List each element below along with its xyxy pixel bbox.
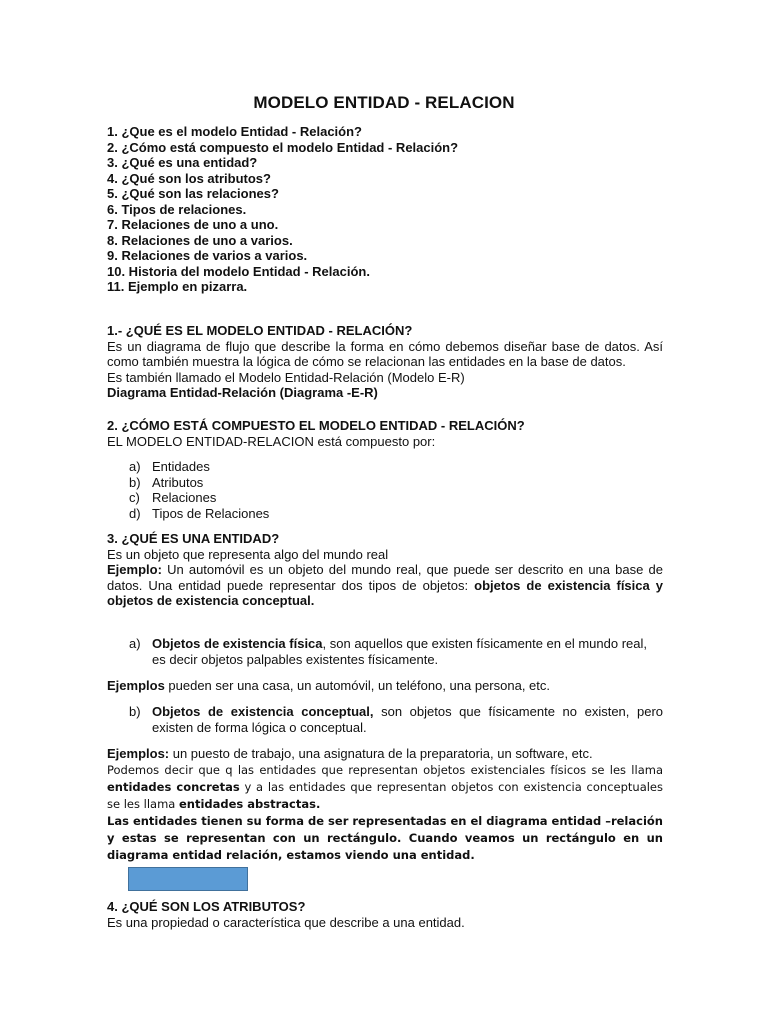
section-1-paragraph-2: Es también llamado el Modelo Entidad-Relación (Modelo E-R) [107,369,465,385]
conceptual-objects-item [107,704,663,735]
list-marker: b) [129,474,141,490]
section-1-heading: 1.- ¿QUÉ ES EL MODELO ENTIDAD - RELACIÓN? [107,323,413,338]
entities-representation-paragraph: Las entidades tienen su forma de ser representadas en el diagrama entidad –relación y estas se representan con un rectángulo. Cuando veamos un rectángulo en un diagrama entidad relación, estamos viendo una entidad. [107,814,663,862]
section-2-heading: 2. ¿CÓMO ESTÁ COMPUESTO EL MODELO ENTIDAD - RELACIÓN? [107,418,525,433]
physical-objects-label: Objetos de existencia física [152,636,323,651]
list-text: Atributos [152,474,204,490]
section-4 [107,899,663,930]
list-text: Entidades [152,459,210,474]
examples-paragraph-1 [107,678,663,694]
section-2-list [107,459,663,521]
toc-item: 7. Relaciones de uno a uno. [107,217,279,232]
entities-paragraph [107,762,663,864]
section-4-definition: Es una propiedad o característica que describe a una entidad. [107,914,465,930]
list-item [107,704,663,735]
toc-item: 5. ¿Qué son las relaciones? [107,186,279,201]
paragraph-text: y a las entidades que representan objetos con existencia conceptuales se les llama [107,780,663,811]
toc-item: 10. Historia del modelo Entidad - Relación. [107,263,370,279]
toc-item: 8. Relaciones de uno a varios. [107,232,293,248]
concrete-entities-term: entidades concretas [107,780,240,794]
toc-item: 1. ¿Que es el modelo Entidad - Relación? [107,124,362,139]
examples-paragraph-2 [107,746,663,762]
section-2-intro: EL MODELO ENTIDAD-RELACION está compuesto por: [107,433,436,449]
conceptual-objects-label: Objetos de existencia conceptual, [152,704,374,719]
list-marker: d) [129,505,141,521]
list-item [107,506,663,522]
toc-item: 6. Tipos de relaciones. [107,201,247,217]
entities-types-paragraph [107,762,663,813]
section-3-heading: 3. ¿QUÉ ES UNA ENTIDAD? [107,531,280,546]
list-text [152,636,663,667]
list-marker: a) [129,636,141,651]
physical-objects-text: , son aquellos que existen físicamente en el mundo real, es decir objetos palpables existentes físicamente. [152,636,648,667]
examples-label: Ejemplos [107,678,165,693]
section-2 [107,418,663,449]
toc-item: 2. ¿Cómo está compuesto el modelo Entidad - Relación? [107,139,459,155]
list-marker: b) [129,704,141,719]
page-title: MODELO ENTIDAD - RELACION [253,93,515,112]
examples-text: pueden ser una casa, un automóvil, un teléfono, una persona, etc. [164,678,551,693]
list-text: Relaciones [152,490,217,505]
section-3 [107,531,663,609]
toc-item: 4. ¿Qué son los atributos? [107,170,271,186]
section-1 [107,323,663,401]
toc-item: 3. ¿Qué es una entidad? [107,155,258,170]
table-of-contents [107,124,663,295]
list-marker: c) [129,490,140,505]
section-3-example [107,562,663,609]
physical-objects-item [107,636,663,667]
examples-text: un puesto de trabajo, una asignatura de la preparatoria, un software, etc. [169,746,593,761]
list-item [107,459,663,475]
toc-item: 11. Ejemplo en pizarra. [107,279,248,294]
example-label: Ejemplo: [107,562,162,577]
section-1-paragraph: Es un diagrama de flujo que describe la forma en cómo debemos diseñar base de datos. Así como también muestra la lógica de cómo se relacionan las entidades en la base de datos. [107,338,663,369]
example-bold-text: objetos de existencia física y objetos de existencia conceptual. [107,577,663,608]
section-1-paragraph-3: Diagrama Entidad-Relación (Diagrama -E-R) [107,385,378,400]
example-text: Un automóvil es un objeto del mundo real, que puede ser descrito en una base de datos. Una entidad puede representar dos tipos de objetos: [107,562,663,593]
list-item [107,475,663,491]
abstract-entities-term: entidades abstractas. [178,797,321,811]
paragraph-text: Podemos decir que q las entidades que representan objetos existenciales físicos se les llama [107,763,663,777]
toc-item: 9. Relaciones de varios a varios. [107,248,308,263]
section-4-heading: 4. ¿QUÉ SON LOS ATRIBUTOS? [107,899,306,914]
list-text: Tipos de Relaciones [152,505,270,521]
section-3-definition: Es un objeto que representa algo del mundo real [107,546,389,562]
list-text [152,704,663,735]
conceptual-objects-text: son objetos que físicamente no existen, pero existen de forma lógica o conceptual. [152,704,664,735]
entity-rectangle-shape [128,867,248,891]
list-item [107,490,663,506]
list-item [107,636,663,667]
examples-label: Ejemplos: [107,746,170,761]
list-marker: a) [129,459,141,474]
